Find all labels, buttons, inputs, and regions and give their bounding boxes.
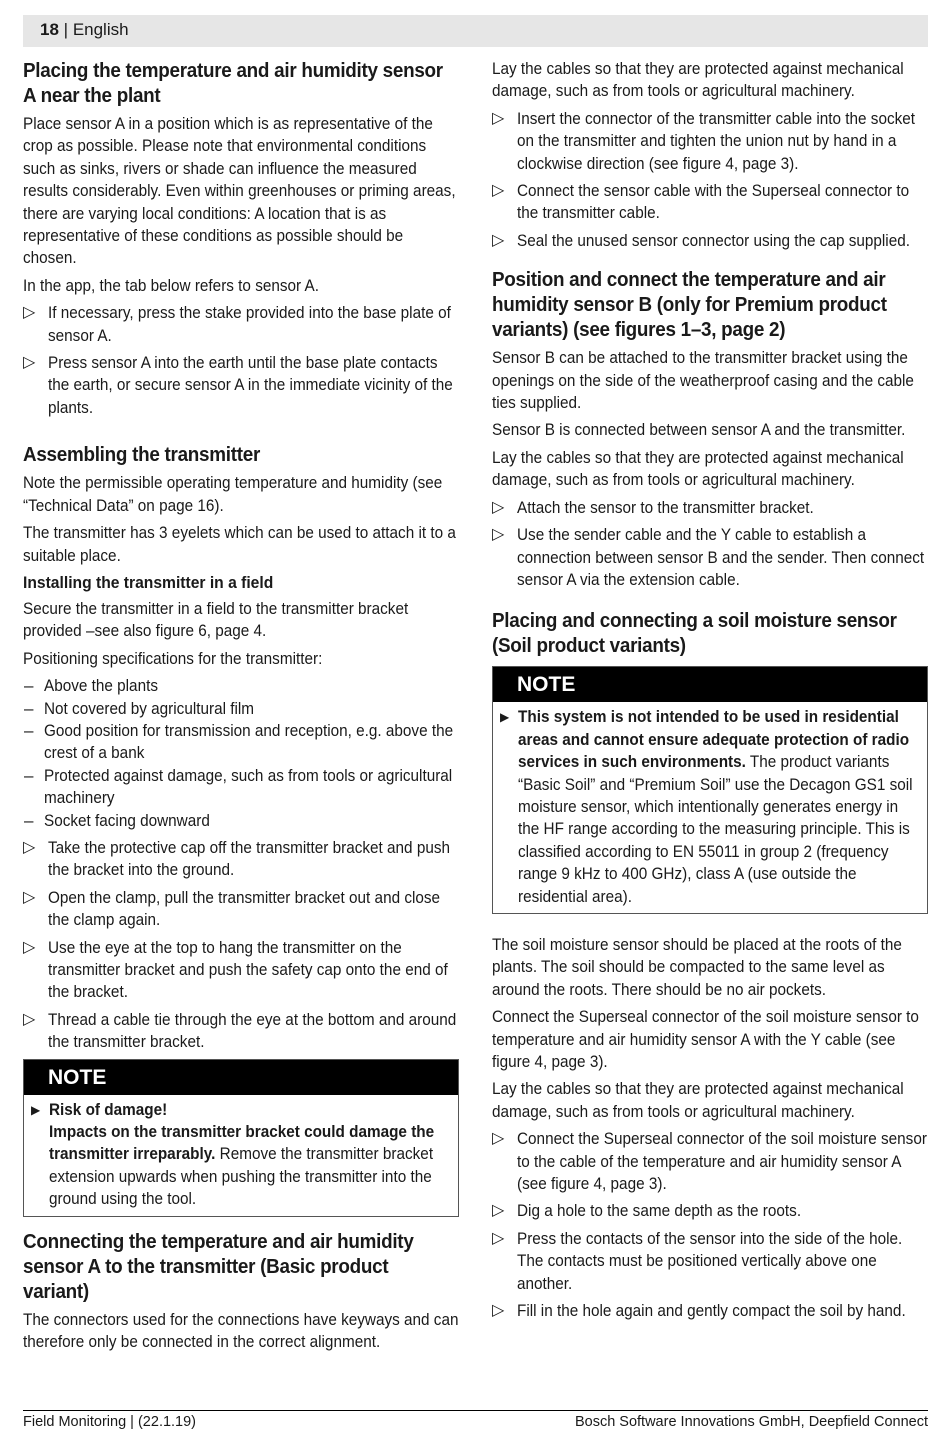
heading-soil-moisture: Placing and connecting a soil moisture sensor (Soil product variants)	[492, 609, 897, 658]
paragraph-lay-cables: Lay the cables so that they are protected against mechanical damage, such as from tools or agricultural machinery.	[492, 59, 904, 101]
footer-divider	[23, 1410, 928, 1411]
step-list-sensor-b	[492, 497, 928, 592]
step-list-install	[23, 837, 459, 1054]
header-language: English	[72, 20, 129, 39]
paragraph-keyways: The connectors used for the connections have keyways and can therefore only be connected in the correct alignment.	[23, 1309, 459, 1352]
note-title: NOTE	[24, 1060, 458, 1095]
note-warning-bold: This system is not intended to be used in residential areas and cannot ensure adequate protection of radio services in such environments.	[518, 707, 910, 772]
heading-assembling-transmitter: Assembling the transmitter	[23, 443, 261, 467]
list-item: ▷ Thread a cable tie through the eye at the bottom and around the transmitter bracket.	[23, 1009, 459, 1054]
step-list-sensor-a	[23, 302, 459, 419]
list-item: ▷ Open the clamp, pull the transmitter bracket out and close the clamp again.	[23, 887, 459, 932]
paragraph-operating-temperature: Note the permissible operating temperature and humidity (see “Technical Data” on page 16).	[23, 473, 443, 515]
note-body	[24, 1095, 458, 1216]
list-item: ▷ Press sensor A into the earth until the base plate contacts the earth, or secure sensor A in the immediate vicinity of the plants.	[23, 352, 459, 419]
footer-right: Bosch Software Innovations GmbH, Deepfield Connect	[574, 1414, 928, 1430]
note-warning-bold: Impacts on the transmitter bracket could damage the transmitter irreparably.	[49, 1122, 435, 1164]
list-item: ▷ Seal the unused sensor connector using the cap supplied.	[492, 230, 928, 252]
list-item: ▷ Press the contacts of the sensor into the side of the hole. The contacts must be positioned vertically above one another.	[492, 1228, 928, 1295]
note-risk-heading: Risk of damage!	[49, 1099, 168, 1119]
list-item: ▷ Connect the sensor cable with the Superseal connector to the transmitter cable.	[492, 180, 928, 225]
paragraph-secure-transmitter: Secure the transmitter in a field to the transmitter bracket provided –see also figure 6, page 4.	[23, 598, 409, 641]
paragraph-lay-cables: Lay the cables so that they are protected against mechanical damage, such as from tools or agricultural machinery.	[492, 1079, 904, 1121]
header-text	[40, 20, 129, 40]
list-item: ▷ Fill in the hole again and gently compact the soil by hand.	[492, 1300, 928, 1322]
note-text: The product variants “Basic Soil” and “Premium Soil” use the Decagon GS1 soil moisture sensor, which intentionally generates energy in the HF range according to the measuring principle. This is classified according to EN 55011 in group 2 (frequency range 9 kHz to 400 GHz), class A (use outside the residential area).	[518, 752, 913, 906]
paragraph-place-sensor-a: Place sensor A in a position which is as representative of the crop as possible. Please note that environmental conditions such as sinks, rivers or shade can influence the measured results considerably. Even within greenhouses or priming areas, there are varying local conditions: A location that is as representative of these conditions as possible should be chosen.	[23, 114, 456, 268]
header-separator: |	[63, 20, 69, 39]
heading-installing-transmitter: Installing the transmitter in a field	[23, 572, 274, 592]
note-title: NOTE	[493, 667, 927, 702]
paragraph-positioning: Positioning specifications for the transmitter:	[23, 648, 323, 668]
paragraph-eyelets: The transmitter has 3 eyelets which can be used to attach it to a suitable place.	[23, 523, 456, 565]
list-item: ▷ Attach the sensor to the transmitter bracket.	[492, 497, 928, 519]
paragraph-soil-roots: The soil moisture sensor should be placed at the roots of the plants. The soil should be compacted to the same level as around the roots. There should be no air pockets.	[492, 934, 902, 999]
note-box-residential	[492, 666, 928, 914]
list-item: – Socket facing downward	[23, 810, 459, 832]
list-item: – Not covered by agricultural film	[23, 698, 459, 720]
list-item: ▷ Connect the Superseal connector of the soil moisture sensor to the cable of the temperature and air humidity sensor A (see figure 4, page 3).	[492, 1128, 928, 1195]
note-body	[493, 702, 927, 913]
arrow-right-icon: ▶	[500, 710, 510, 725]
page-number: 18	[40, 20, 59, 39]
heading-position-sensor-b: Position and connect the temperature and air humidity sensor B (only for Premium product variants) (see figures 1–3, page 2)	[492, 268, 887, 342]
step-list-connect-a	[492, 108, 928, 252]
paragraph-app-tab: In the app, the tab below refers to sensor A.	[23, 275, 319, 295]
note-text: Remove the transmitter bracket extension upwards when pushing the transmitter into the ground using the tool.	[49, 1144, 434, 1209]
right-column	[492, 58, 928, 1327]
list-item: – Good position for transmission and reception, e.g. above the crest of a bank	[23, 720, 459, 765]
list-item: – Above the plants	[23, 675, 459, 697]
arrow-right-icon: ▶	[31, 1102, 41, 1117]
page-header	[23, 15, 928, 47]
list-item: ▷ Insert the connector of the transmitter cable into the socket on the transmitter and tighten the union nut by hand in a clockwise direction (see figure 4, page 3).	[492, 108, 928, 175]
left-column	[23, 58, 459, 1358]
footer-left: Field Monitoring | (22.1.19)	[23, 1414, 197, 1430]
list-item: – Protected against damage, such as from tools or agricultural machinery	[23, 765, 459, 810]
dash-list-positioning	[23, 675, 459, 832]
paragraph-sensor-b-between: Sensor B is connected between sensor A and the transmitter.	[492, 420, 906, 440]
list-item: ▷ Use the sender cable and the Y cable to establish a connection between sensor B and the sender. Then connect sensor A via the extension cable.	[492, 524, 928, 591]
list-item: ▷ Dig a hole to the same depth as the roots.	[492, 1200, 928, 1222]
paragraph-sensor-b-attach: Sensor B can be attached to the transmitter bracket using the openings on the side of the weatherproof casing and the cable ties supplied.	[492, 348, 914, 413]
list-item: ▷ If necessary, press the stake provided into the base plate of sensor A.	[23, 302, 459, 347]
list-item: ▷ Use the eye at the top to hang the transmitter on the transmitter bracket and push the safety cap onto the end of the bracket.	[23, 937, 459, 1004]
heading-placing-sensor-a: Placing the temperature and air humidity sensor A near the plant	[23, 59, 443, 107]
paragraph-superseal: Connect the Superseal connector of the soil moisture sensor to temperature and air humidity sensor A with the Y cable (see figure 4, page 3).	[492, 1007, 919, 1071]
list-item: ▷ Take the protective cap off the transmitter bracket and push the bracket into the ground.	[23, 837, 459, 882]
paragraph-lay-cables: Lay the cables so that they are protected against mechanical damage, such as from tools or agricultural machinery.	[492, 447, 904, 490]
heading-connecting-sensor-a: Connecting the temperature and air humidity sensor A to the transmitter (Basic product variant)	[23, 1229, 414, 1303]
note-box-damage	[23, 1059, 459, 1217]
step-list-soil	[492, 1128, 928, 1322]
